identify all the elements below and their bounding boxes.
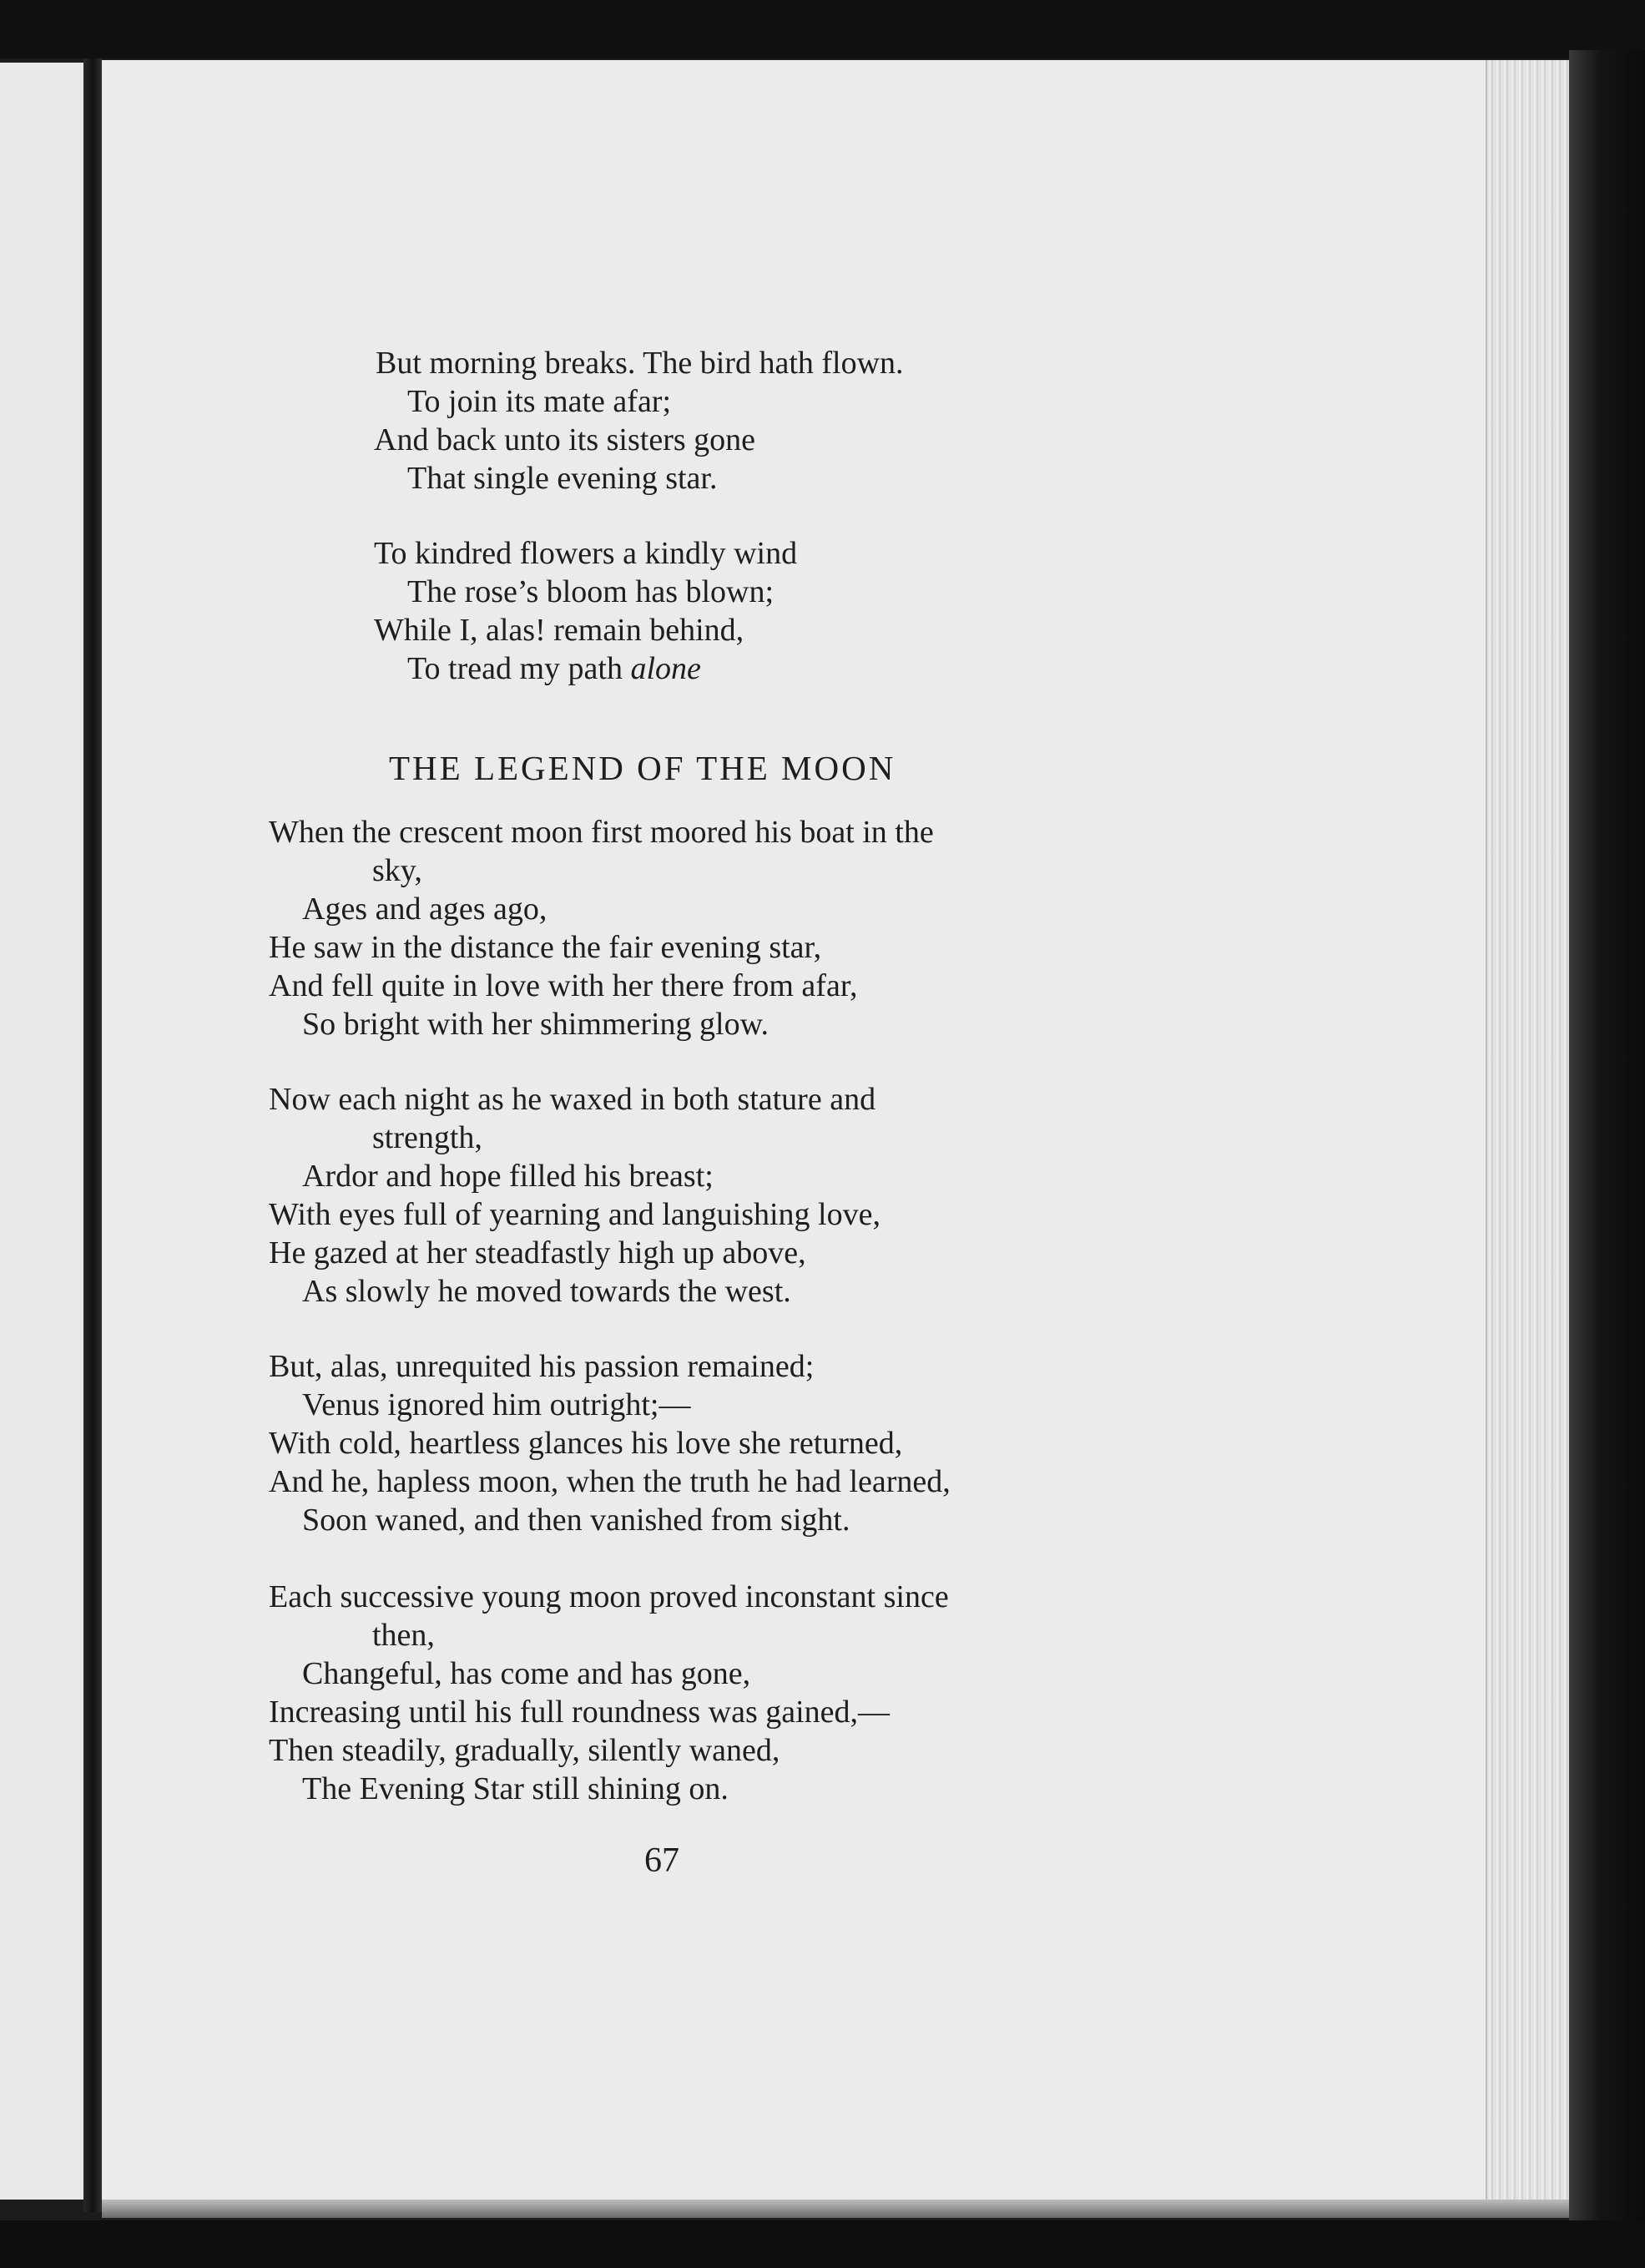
book-spine (83, 58, 102, 2212)
page-number: 67 (644, 1841, 679, 1880)
poem-title: THE LEGEND OF THE MOON (389, 749, 896, 787)
poem-line: Venus ignored him outright;— (302, 1387, 691, 1422)
poem-line: And he, hapless moon, when the truth he had learned, (269, 1464, 951, 1499)
page-stack-edge (1486, 60, 1571, 2212)
poem-line: He saw in the distance the fair evening star, (269, 930, 822, 965)
poem-line: The rose’s bloom has blown; (407, 574, 775, 609)
poem-line: Each successive young moon proved inconstant since (269, 1579, 949, 1614)
scan-top-border (0, 0, 1645, 58)
poem-line: Now each night as he waxed in both stature and (269, 1082, 876, 1117)
page-bottom-shadow (102, 2200, 1569, 2218)
poem-line: While I, alas! remain behind, (374, 613, 744, 648)
poem-line: Ardor and hope filled his breast; (302, 1159, 714, 1194)
poem-line: With eyes full of yearning and languishing love, (269, 1197, 881, 1232)
poem-line: Ages and ages ago, (302, 892, 547, 927)
poem-line: Changeful, has come and has gone, (302, 1656, 751, 1691)
poem-line: When the crescent moon first moored his boat in the (269, 815, 934, 850)
poem-line: And fell quite in love with her there from afar, (269, 968, 858, 1003)
scan-right-border (1569, 50, 1645, 2229)
poem-line: But morning breaks. The bird hath flown. (376, 346, 904, 381)
poem-line: To kindred flowers a kindly wind (374, 536, 798, 571)
poem-line: But, alas, unrequited his passion remained; (269, 1349, 815, 1384)
poem-line: So bright with her shimmering glow. (302, 1007, 770, 1042)
poem-line-text: To tread my path (407, 651, 623, 686)
poem-line: then, (372, 1618, 435, 1653)
poem-line: Soon waned, and then vanished from sight. (302, 1503, 850, 1538)
poem-line: As slowly he moved towards the west. (302, 1274, 791, 1309)
poem-line: strength, (372, 1120, 482, 1155)
poem-line: The Evening Star still shining on. (302, 1771, 729, 1806)
poem-line: With cold, heartless glances his love she returned, (269, 1426, 903, 1461)
scan-bottom-border (0, 2220, 1645, 2268)
poem-line: That single evening star. (407, 461, 718, 496)
poem-line: Then steadily, gradually, silently waned, (269, 1733, 780, 1768)
poem-line: To join its mate afar; (407, 384, 672, 419)
italic-word: alone (630, 651, 701, 686)
book-page (102, 60, 1486, 2212)
facing-page-edge (0, 63, 88, 2200)
poem-line: And back unto its sisters gone (374, 422, 756, 457)
poem-line: Increasing until his full roundness was gained,— (269, 1695, 891, 1730)
poem-line: He gazed at her steadfastly high up above, (269, 1235, 806, 1270)
poem-line: sky, (372, 853, 422, 888)
poem-line (407, 653, 701, 684)
